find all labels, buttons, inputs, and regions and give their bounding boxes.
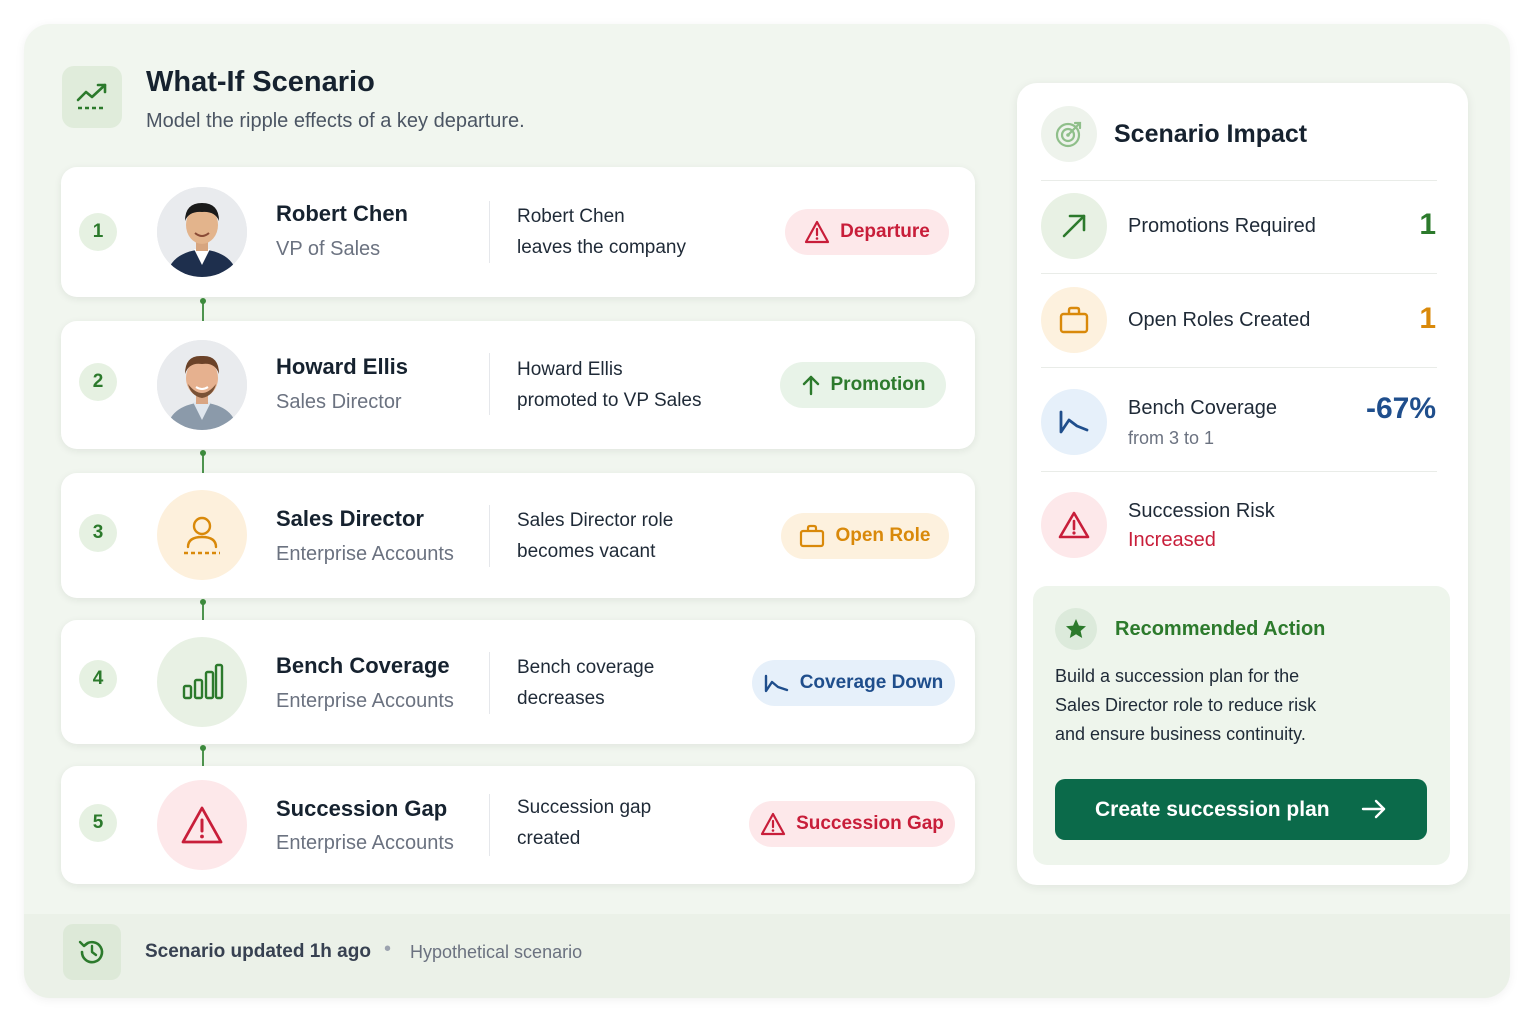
warning-triangle-icon — [157, 780, 247, 870]
scenario-step-3[interactable] — [61, 473, 975, 598]
step-number: 5 — [79, 804, 117, 842]
briefcase-icon — [799, 524, 825, 548]
metric-sub: from 3 to 1 — [1128, 428, 1215, 448]
separator-dot: • — [384, 938, 392, 960]
step-role: Enterprise Accounts — [276, 832, 454, 854]
warning-triangle-icon — [1041, 492, 1107, 558]
step-number: 3 — [79, 514, 117, 552]
step-description: Succession gap created — [517, 797, 652, 849]
divider — [1041, 180, 1437, 181]
briefcase-icon — [1041, 287, 1107, 353]
scenario-panel — [24, 24, 1510, 998]
history-icon — [63, 924, 121, 980]
footer-bar — [24, 914, 1510, 998]
warning-triangle-icon — [760, 812, 786, 836]
scenario-impact-panel — [1017, 83, 1468, 885]
arrow-up-right-icon — [1041, 193, 1107, 259]
step-name: Robert Chen — [276, 201, 408, 226]
arrow-right-icon — [1361, 797, 1387, 821]
step-role: VP of Sales — [276, 238, 381, 260]
divider — [489, 505, 490, 567]
promotion-badge: Promotion — [780, 362, 946, 408]
recommended-action-card — [1033, 586, 1450, 865]
scenario-step-4[interactable] — [61, 620, 975, 744]
divider — [1041, 471, 1437, 472]
divider — [489, 353, 490, 415]
departure-badge: Departure — [785, 209, 949, 255]
metric-label: Succession Risk — [1128, 500, 1275, 522]
star-icon — [1055, 608, 1097, 650]
recommended-action-text: Build a succession plan for the Sales Director role to reduce risk and ensure business continuity. — [1055, 666, 1317, 744]
metric-label: Promotions Required — [1128, 215, 1316, 237]
page-title: What-If Scenario — [146, 66, 375, 98]
arrow-up-icon — [801, 374, 821, 396]
open-role-badge: Open Role — [781, 513, 949, 559]
bar-chart-icon — [157, 637, 247, 727]
step-number: 1 — [79, 213, 117, 251]
divider — [1041, 367, 1437, 368]
divider — [489, 794, 490, 856]
step-number: 4 — [79, 660, 117, 698]
step-role: Enterprise Accounts — [276, 543, 454, 565]
trend-down-icon — [1041, 389, 1107, 455]
step-name: Howard Ellis — [276, 354, 409, 379]
impact-title: Scenario Impact — [1114, 120, 1308, 148]
metric-sub-risk: Increased — [1128, 529, 1216, 551]
step-number: 2 — [79, 363, 117, 401]
warning-triangle-icon — [804, 220, 830, 244]
step-role: Enterprise Accounts — [276, 690, 454, 712]
scenario-step-1[interactable] — [61, 167, 975, 297]
target-icon — [1041, 106, 1097, 162]
metric-value: 1 — [1419, 302, 1436, 335]
create-succession-plan-button[interactable]: Create succession plan — [1055, 779, 1427, 840]
vacant-person-icon — [157, 490, 247, 580]
step-name: Bench Coverage — [276, 653, 450, 678]
step-name: Succession Gap — [276, 796, 448, 821]
step-description: Howard Ellis promoted to VP Sales — [517, 359, 702, 411]
metric-value: -67% — [1365, 392, 1436, 425]
step-description: Sales Director role becomes vacant — [517, 510, 674, 562]
divider — [489, 652, 490, 714]
succession-gap-badge: Succession Gap — [749, 801, 955, 847]
scenario-updated-text: Scenario updated 1h ago — [145, 941, 371, 962]
step-description: Robert Chen leaves the company — [517, 206, 686, 258]
recommended-action-title: Recommended Action — [1115, 618, 1326, 640]
avatar-howard-ellis — [157, 340, 247, 430]
step-name: Sales Director — [276, 506, 424, 531]
metric-label: Bench Coverage — [1128, 397, 1277, 419]
avatar-robert-chen — [157, 187, 247, 277]
scenario-step-2[interactable] — [61, 321, 975, 449]
trend-up-chart-icon — [62, 66, 122, 128]
hypothetical-note: Hypothetical scenario — [410, 942, 583, 962]
metric-value: 1 — [1419, 208, 1436, 241]
trend-down-icon — [764, 673, 790, 693]
coverage-down-badge: Coverage Down — [752, 660, 955, 706]
page-subtitle: Model the ripple effects of a key departure. — [146, 110, 525, 132]
metric-label: Open Roles Created — [1128, 309, 1311, 331]
step-description: Bench coverage decreases — [517, 657, 655, 709]
divider — [489, 201, 490, 263]
scenario-step-5[interactable] — [61, 766, 975, 884]
divider — [1041, 273, 1437, 274]
step-role: Sales Director — [276, 391, 402, 413]
